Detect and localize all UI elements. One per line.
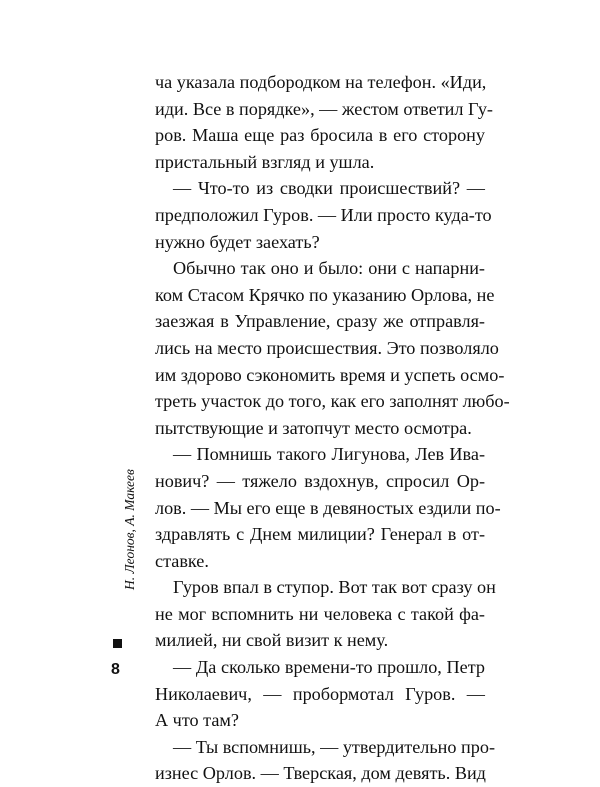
text-line: лов. — Мы его еще в девяностых ездили по- bbox=[155, 497, 501, 518]
text-line: изнес Орлов. — Тверская, дом девять. Вид bbox=[155, 763, 486, 784]
text-line: нович? — тяжело вздохнув, спросил Ор- bbox=[155, 470, 485, 491]
body-text bbox=[155, 69, 510, 787]
text-line: А что там? bbox=[155, 710, 240, 731]
page-number: 8 bbox=[111, 661, 120, 678]
text-line: Николаевич, — пробормотал Гуров. — bbox=[155, 683, 485, 704]
text-line: Обычно так оно и было: они с напарни- bbox=[173, 258, 485, 279]
text-line: заезжая в Управление, сразу же отправля- bbox=[155, 311, 485, 332]
text-line: им здорово сэкономить время и успеть осмо- bbox=[155, 364, 505, 385]
text-line: — Помнишь такого Лигунова, Лев Ива- bbox=[173, 444, 485, 465]
text-line: иди. Все в порядке», — жестом ответил Гу- bbox=[155, 98, 493, 119]
text-line: ком Стасом Крячко по указанию Орлова, не bbox=[155, 284, 495, 305]
text-line: треть участок до того, как его заполнят любо- bbox=[155, 391, 510, 412]
text-line: — Что-то из сводки происшествий? — bbox=[173, 178, 485, 199]
running-head-authors: Н. Леонов, А. Макеев bbox=[122, 469, 137, 590]
text-line: пристальный взгляд и ушла. bbox=[155, 151, 375, 172]
text-line: ставке. bbox=[155, 550, 209, 571]
text-line: нужно будет заехать? bbox=[155, 231, 320, 252]
text-line: ров. Маша еще раз бросила в его сторону bbox=[155, 125, 485, 146]
text-line: предположил Гуров. — Или просто куда-то bbox=[155, 204, 492, 225]
text-line: здравлять с Днем милиции? Генерал в от- bbox=[155, 524, 485, 545]
text-line: пытствующие и затопчут место осмотра. bbox=[155, 417, 472, 438]
text-line: — Ты вспомнишь, — утвердительно про- bbox=[173, 736, 496, 757]
text-line: лись на место происшествия. Это позволяло bbox=[155, 337, 499, 358]
text-line: не мог вспомнить ни человека с такой фа- bbox=[155, 603, 485, 624]
square-marker-icon bbox=[113, 639, 122, 648]
text-line: — Да сколько времени-то прошло, Петр bbox=[173, 657, 485, 678]
text-line: Гуров впал в ступор. Вот так вот сразу он bbox=[173, 577, 496, 598]
text-line: милией, ни свой визит к нему. bbox=[155, 630, 389, 651]
text-line: ча указала подбородком на телефон. «Иди, bbox=[155, 72, 487, 92]
